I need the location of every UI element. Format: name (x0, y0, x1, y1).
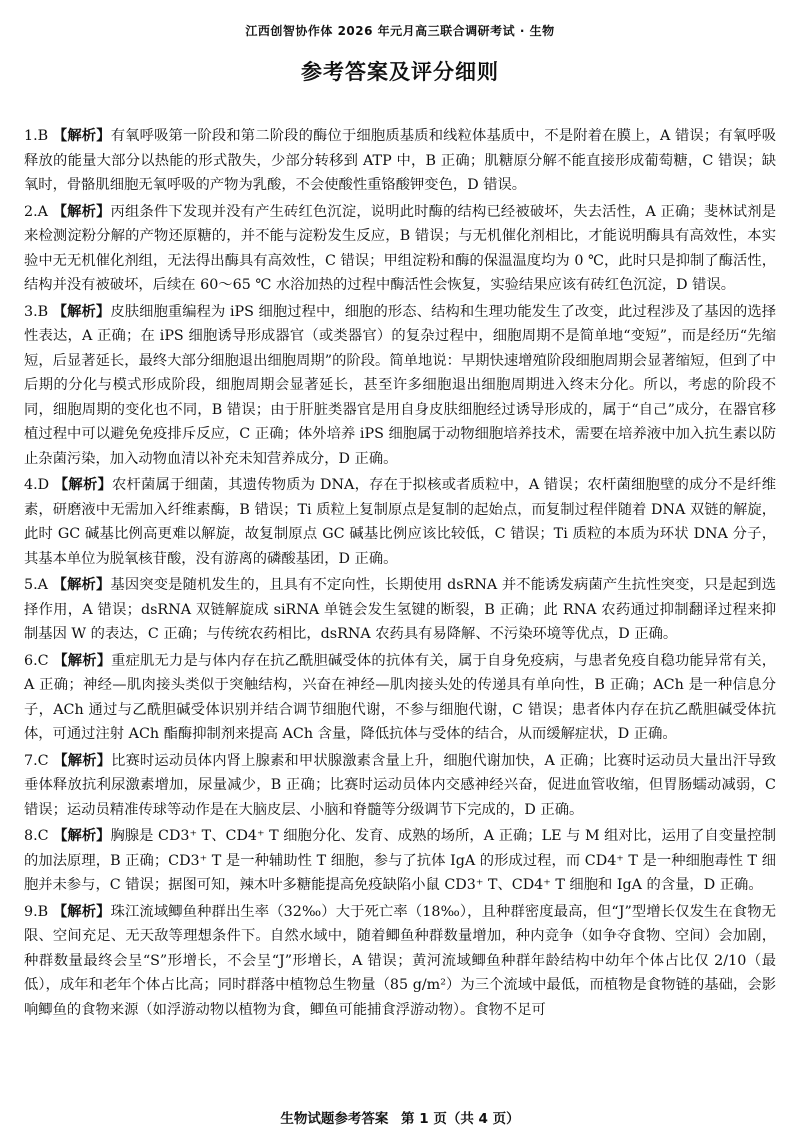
answer-text: 农杆菌属于细菌，其遗传物质为 DNA，存在于拟核或者质粒中，A 错误；农杆菌细胞壁的成分不是纤维素，研磨液中无需加入纤维素酶，B 错误；Ti 质粒上复制原点是复制的起始点，而复制过程伴随着 DNA 双链的解旋，此时 GC 碱基比例高更难以解旋，故复制原点 GC 碱基比例应该比较低，C 错误；Ti 质粒的本质为环状 DNA 分子，其基本单位为脱氧核苷酸，没有游离的磷酸基团，D 正确。 (24, 477, 777, 567)
answer-item-7 (24, 749, 776, 823)
answer-choice: B (37, 303, 49, 320)
analysis-tag: 【解析】 (53, 477, 112, 493)
answer-choice: B (37, 128, 49, 144)
analysis-tag: 【解析】 (53, 652, 112, 669)
answer-choice: A (37, 577, 48, 593)
answer-number: 4. (24, 477, 38, 493)
page-title: 江西创智协作体 2026 年元月高三联合调研考试 · 生物 (245, 24, 555, 38)
answer-item-4 (24, 473, 776, 571)
analysis-tag: 【解析】 (52, 303, 111, 320)
answer-number: 2. (24, 203, 38, 220)
answer-number: 6. (24, 652, 38, 669)
analysis-tag: 【解析】 (53, 828, 111, 844)
answer-number: 3. (24, 303, 38, 320)
answer-number: 8. (24, 828, 38, 844)
analysis-tag: 【解析】 (52, 203, 111, 220)
answer-text: 胸腺是 CD3⁺ T、CD4⁺ T 细胞分化、发育、成熟的场所，A 正确；LE 与 M 组对比，运用了自变量控制的加法原理，B 正确；CD3⁺ T 是一种辅助性 T 细胞，参与了抗体 IgA 的形成过程，而 CD4⁺ T 是一种细胞毒性 T 细胞并未参与，C 错误；据图可知，辣木叶多糖能提高免疫缺陷小鼠 CD3⁺ T、CD4⁺ T 细胞和 IgA 的含量，D 正确。 (24, 828, 777, 893)
answer-number: 7. (24, 752, 38, 769)
footer-label: 生物试题参考答案 (280, 1111, 389, 1127)
answer-choice: C (37, 752, 49, 769)
analysis-tag: 【解析】 (53, 752, 112, 769)
answer-text: 皮肤细胞重编程为 iPS 细胞过程中，细胞的形态、结构和生理功能发生了改变，此过程涉及了基因的选择性表达，A 正确；在 iPS 细胞诱导形成器官（或类器官）的复杂过程中，细胞周期不是简单地“变短”，而是经历“先缩短，后显著延长，最终大部分细胞退出细胞周期”的阶段。简单地说：早期快速增殖阶段细胞周期会显著缩短，但到了中后期的分化与模式形成阶段，细胞周期会显著延长，甚至许多细胞退出细胞周期进入终末分化。所以，考虑的阶段不同，细胞周期的变化也不同，B 错误；由于肝脏类器官是用自身皮肤细胞经过诱导形成的，属于“自己”成分，在器官移植过程中可以避免免疫排斥反应，C 正确；体外培养 iPS 细胞属于动物细胞培养技术，需要在培养液中加入抗生素以防止杂菌污染，加入动物血清以补充未知营养成分，D 正确。 (24, 303, 777, 467)
page-footer (0, 1110, 800, 1128)
answer-text: 珠江流域鲫鱼种群出生率（32‰）大于死亡率（18‰），且种群密度最高，但“J”型增长仅发生在食物无限、空间充足、无天敌等理想条件下。自然水域中，随着鲫鱼种群数量增加，种内竞争（如争夺食物、空间）会加剧，种群数量最终会呈“S”形增长，不会呈“J”形增长，A 错误；黄河流域鲫鱼种群年龄结构中幼年个体占比仅 2/10（最低），成年和老年个体占比高；同时群落中植物总生物量（85 g/m²）为三个流域中最低，而植物是食物链的基础，会影响鲫鱼的食物来源（如浮游动物以植物为食，鲫鱼可能捕食浮游动物）。食物不足可 (24, 903, 777, 1018)
analysis-tag: 【解析】 (52, 128, 111, 144)
answer-item-3 (24, 300, 776, 472)
answer-text: 丙组条件下发现并没有产生砖红色沉淀，说明此时酶的结构已经被破坏，失去活性，A 正确；斐林试剂是来检测淀粉分解的产物还原糖的，并不能与淀粉发生反应，B 错误；与无机催化剂相比，才能说明酶具有高效性，本实验中无无机催化剂组，无法得出酶具有高效性，C 错误；甲组淀粉和酶的保温温度均为 0 ℃，此时只是抑制了酶活性，结构并没有被破坏，后续在 60～65 ℃ 水浴加热的过程中酶活性会恢复，实验结果应该有砖红色沉淀，D 错误。 (24, 203, 777, 293)
answer-item-8 (24, 824, 776, 898)
answer-choice: A (37, 203, 48, 220)
answer-item-6 (24, 649, 776, 747)
answer-number: 9. (24, 903, 38, 920)
page-number: 第 1 页（共 4 页） (401, 1111, 520, 1127)
answer-number: 1. (24, 128, 38, 144)
answer-text: 重症肌无力是与体内存在抗乙酰胆碱受体的抗体有关，属于自身免疫病，与患者免疫自稳功能异常有关，A 正确；神经—肌肉接头类似于突触结构，兴奋在神经—肌肉接头处的传递具有单向性，B 正确；ACh 是一种信息分子，ACh 通过与乙酰胆碱受体识别并结合调节细胞代谢，不参与细胞代谢，C 错误；患者体内存在抗乙酰胆碱受体抗体，可通过注射 ACh 酯酶抑制剂来提高 ACh 含量，降低抗体与受体的结合，从而缓解症状，D 正确。 (24, 652, 777, 742)
answer-item-9 (24, 900, 776, 1023)
answer-item-1 (24, 124, 776, 198)
answer-choice: D (37, 477, 50, 493)
answer-item-5 (24, 573, 776, 647)
analysis-tag: 【解析】 (52, 903, 111, 920)
answer-number: 5. (24, 577, 38, 593)
page-subtitle: 参考答案及评分细则 (301, 60, 499, 84)
answer-choice: C (37, 652, 49, 669)
answer-choice: C (37, 828, 49, 844)
answer-text: 基因突变是随机发生的，且具有不定向性，长期使用 dsRNA 并不能诱发病菌产生抗性突变，只是起到选择作用，A 错误；dsRNA 双链解旋成 siRNA 单链会发生氢键的断裂，B 正确；此 RNA 农药通过抑制翻译过程来抑制基因 W 的表达，C 正确；与传统农药相比，dsRNA 农药具有易降解、不污染环境等优点，D 正确。 (24, 577, 776, 642)
answer-text: 比赛时运动员体内肾上腺素和甲状腺激素含量上升，细胞代谢加快，A 正确；比赛时运动员大量出汗导致垂体释放抗利尿激素增加，尿量减少，B 正确；比赛时运动员体内交感神经兴奋，促进血管收缩，但胃肠蠕动减弱，C 错误；运动员精准传球等动作是在大脑皮层、小脑和脊髓等分级调节下完成的，D 正确。 (24, 752, 776, 818)
answer-text: 有氧呼吸第一阶段和第二阶段的酶位于细胞质基质和线粒体基质中，不是附着在膜上，A 错误；有氧呼吸释放的能量大部分以热能的形式散失，少部分转移到 ATP 中，B 正确；肌糖原分解不能直接形成葡萄糖，C 错误；缺氧时，骨骼肌细胞无氧呼吸的产物为乳酸，不会使酸性重铬酸钾变色，D 错误。 (24, 128, 777, 193)
answers-list (24, 124, 776, 1024)
answer-choice: B (37, 903, 49, 920)
answer-item-2 (24, 200, 776, 298)
analysis-tag: 【解析】 (52, 577, 111, 593)
